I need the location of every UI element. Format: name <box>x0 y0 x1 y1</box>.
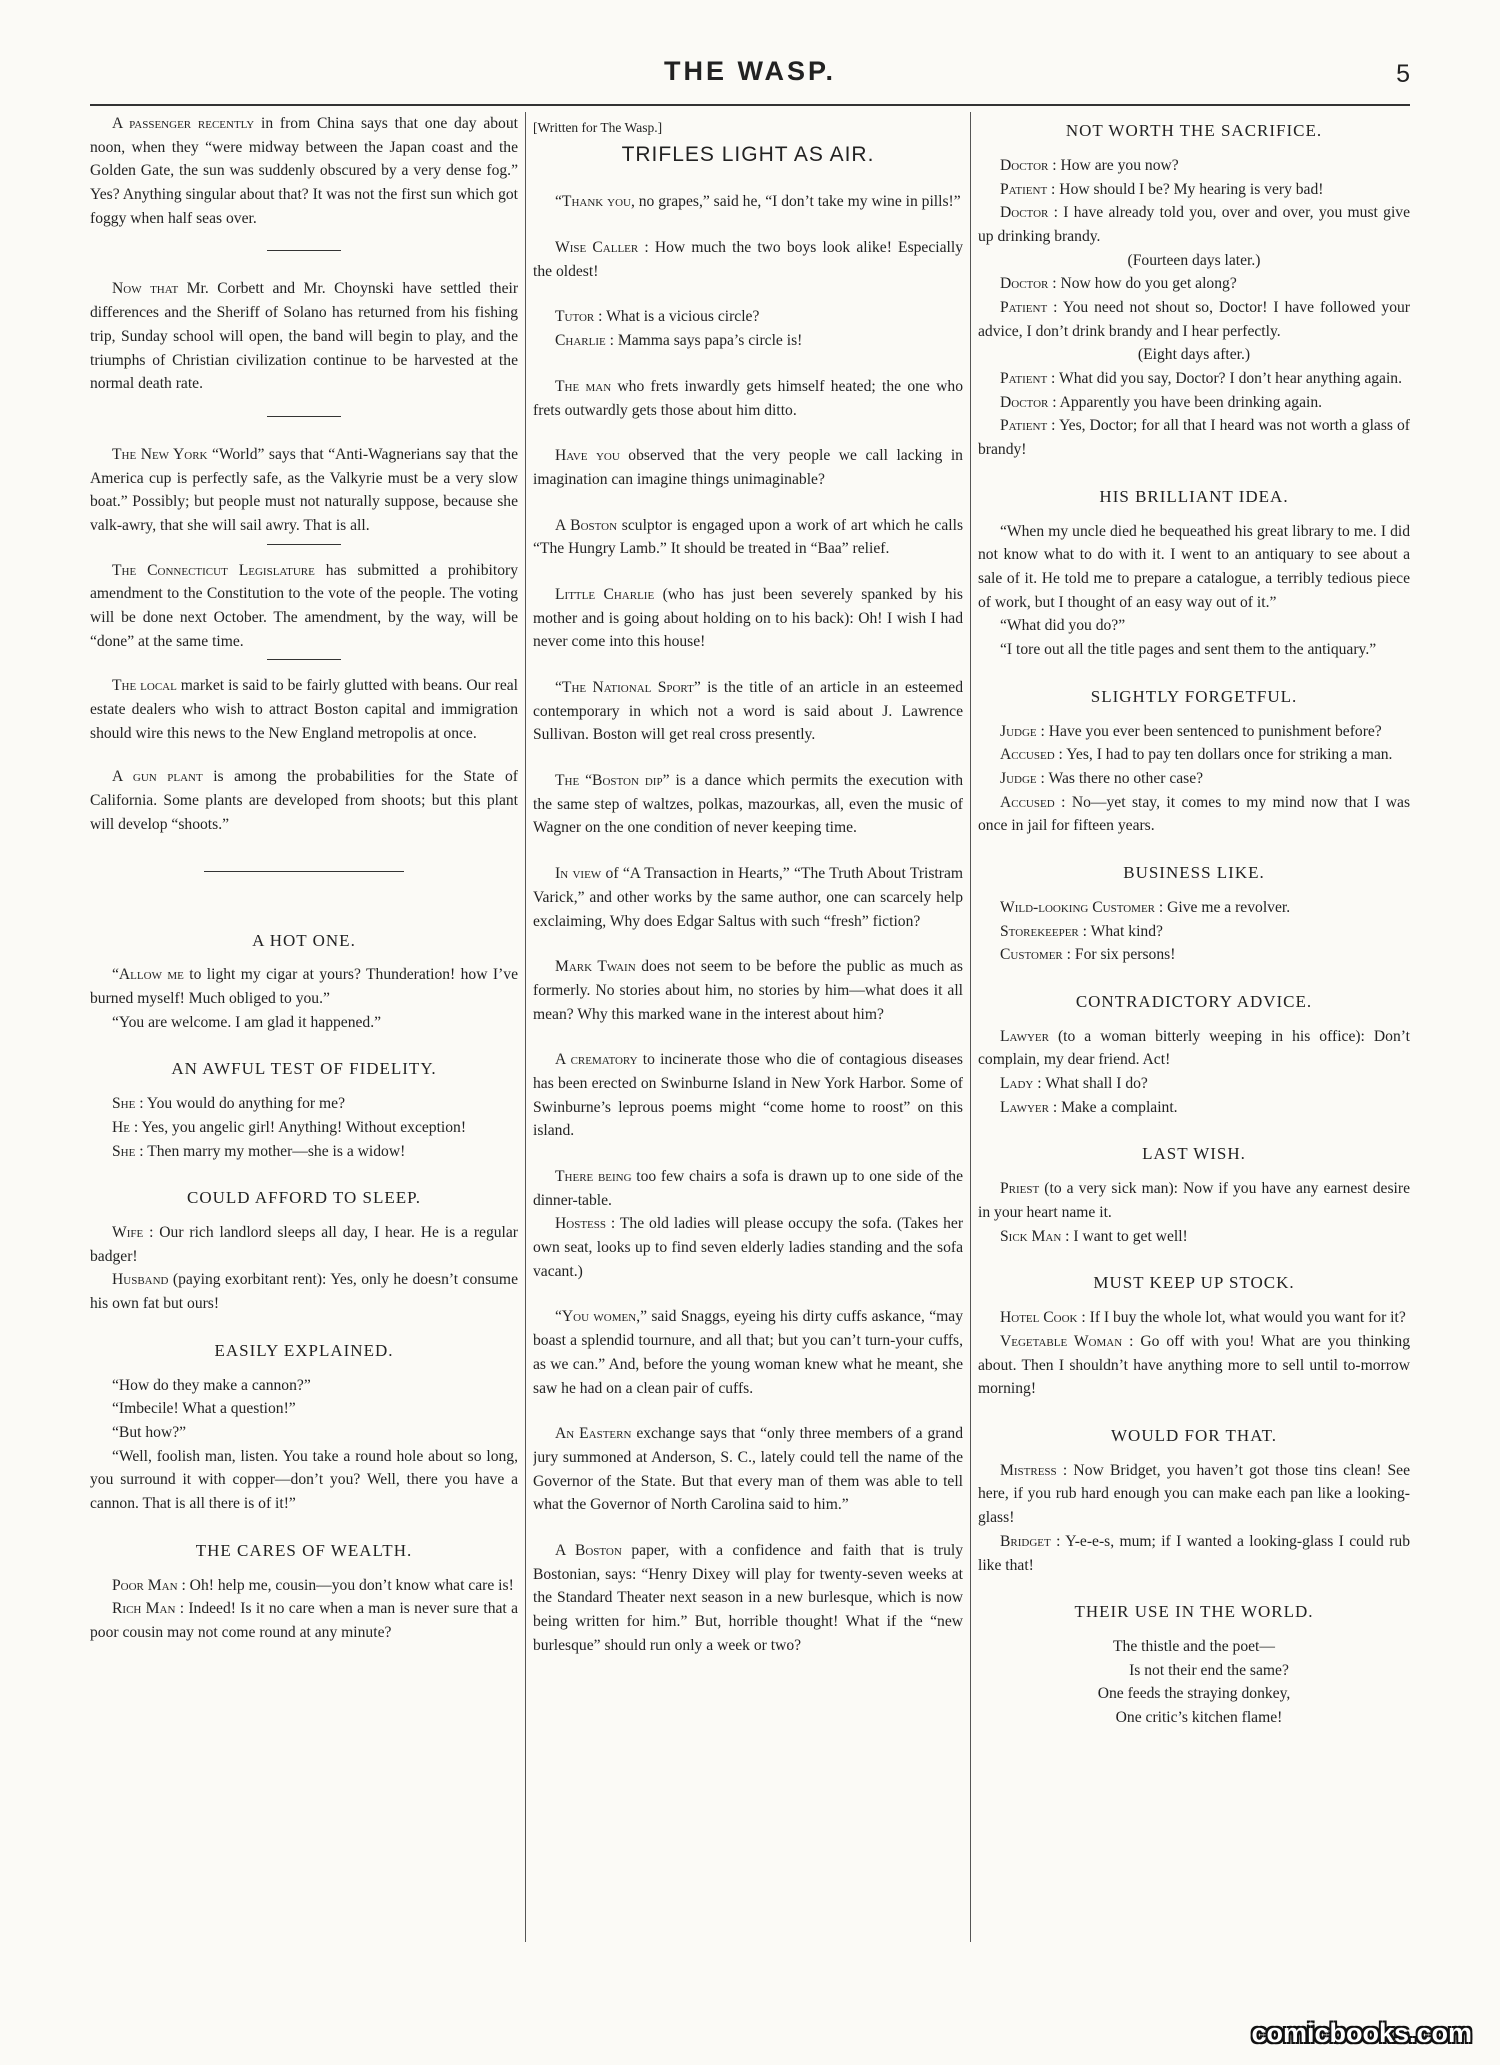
section-title: CONTRADICTORY ADVICE. <box>1075 991 1313 1011</box>
masthead <box>90 52 1410 106</box>
poem-title: THEIR USE IN THE WORLD. <box>1074 1602 1314 1622</box>
paragraph <box>533 1165 963 1283</box>
section-title: MUST KEEP UP STOCK. <box>1093 1273 1295 1293</box>
poem-line: One feeds the straying donkey, <box>1097 1685 1291 1703</box>
separator <box>267 544 341 545</box>
paragraph: A passenger recently in from China says that one day about noon, when they “were midway between the Japan coast and the Golden Gate, the sun was suddenly obscured by a very dense fog.” Yes? Anything singular about that? It was not the first sun which got foggy when half seas over. <box>90 115 518 227</box>
section-title: LAST WISH. <box>1142 1144 1246 1164</box>
section-title: COULD AFFORD TO SLEEP. <box>187 1188 421 1208</box>
stage-direction: (Fourteen days later.) <box>1127 251 1261 269</box>
paragraph: The New York “World” says that “Anti-Wagnerians say that the America cup is perfectly safe, as the Valkyrie must be a very slow boat.” Possibly; but people must not naturally suppose, because she valk-awry, that she will sail awry. That is all. <box>90 445 518 534</box>
paragraph: A gun plant is among the probabilities for the State of California. Some plants are developed from shoots; but this plant will develop “shoots.” <box>90 768 518 833</box>
anecdote-sections <box>978 118 1410 1577</box>
dialogue-line: He : Yes, you angelic girl! Anything! Without exception! <box>112 1118 467 1136</box>
paragraph: The Connecticut Legislature has submitted a prohibitory amendment to the Constitution to the vote of the people. The voting will be done next October. The amendment, by the way, will be “done” at the same time. <box>90 561 518 650</box>
dialogue-line: She : Then marry my mother—she is a widow! <box>112 1142 406 1160</box>
poem-line: One critic’s kitchen flame! <box>1115 1709 1283 1727</box>
section-title: HIS BRILLIANT IDEA. <box>1099 486 1289 506</box>
section-title: A HOT ONE. <box>252 930 356 950</box>
dialogue-line: Lady : What shall I do? <box>1000 1075 1148 1093</box>
section-separator <box>204 871 404 872</box>
dialogue-line: Customer : For six persons! <box>1000 946 1176 964</box>
column-rule <box>970 112 971 1942</box>
dialogue-line: Patient : What did you say, Doctor? I don’t hear anything again. <box>1000 370 1402 388</box>
dialogue-line: Doctor : Apparently you have been drinking again. <box>1000 393 1323 411</box>
section-title: AN AWFUL TEST OF FIDELITY. <box>171 1059 437 1079</box>
page-number: 5 <box>1396 60 1410 88</box>
paragraph-line: Mark Twain does not seem to be before the public as much as formerly. No stories about him, no stories by him—what does it all mean? Why this marked wane in the interest about him? <box>533 958 963 1023</box>
dialogue-line: Doctor : I have already told you, over and over, you must give up drinking brandy. <box>978 204 1410 245</box>
dialogue-line: “I tore out all the title pages and sent them to the antiquary.” <box>1000 641 1377 659</box>
dialogue-line: Judge : Have you ever been sentenced to punishment before? <box>1000 722 1382 740</box>
paragraph-line: The “Boston dip” is a dance which permits the execution with the same step of waltzes, polkas, mazourkas, all, even the music of Wagner on the one condition of never keeping time. <box>533 772 963 837</box>
dialogue-line: “How do they make a cannon?” <box>112 1376 311 1394</box>
dialogue-line: Doctor : Now how do you get along? <box>1000 275 1237 293</box>
column-middle <box>533 112 963 1942</box>
paragraph <box>533 769 963 840</box>
paragraph <box>533 955 963 1026</box>
dialogue-line: Judge : Was there no other case? <box>1000 769 1204 787</box>
paragraph <box>533 1048 963 1143</box>
paragraph-line: A Boston sculptor is engaged upon a work of art which he calls “The Hungry Lamb.” It should be treated in “Baa” relief. <box>533 516 963 558</box>
paragraph <box>533 1539 963 1657</box>
dialogue-line: Accused : No—yet stay, it comes to my mind now that I was once in jail for fifteen years. <box>978 793 1410 835</box>
paragraph <box>533 676 963 747</box>
dialogue-line: Sick Man : I want to get well! <box>1000 1227 1188 1245</box>
dialogue-line: Husband (paying exorbitant rent): Yes, only he doesn’t consume his own fat but ours! <box>90 1271 518 1313</box>
dialogue-line: “What did you do?” <box>1000 617 1126 635</box>
paragraph-line: An Eastern exchange says that “only three members of a grand jury summoned at Anderson, S. C., lately could tell the name of the Governor of the State. But that every man of them was able to tell what the Governor of North Carolina said to him.” <box>533 1425 963 1514</box>
paragraph-line: “You women,” said Snaggs, eyeing his dirty cuffs askance, “may boast a splendid tournure, and all that; but you can’t turn-your cuffs, as we can.” And, before the young woman knew what he meant, she saw he had on a clean pair of cuffs. <box>533 1308 963 1397</box>
dialogue-line: “But how?” <box>112 1424 187 1442</box>
paragraph-line: Wise Caller : How much the two boys look alike! Especially the oldest! <box>533 239 963 280</box>
dialogue-line: Vegetable Woman : Go off with you! What are you thinking about. Then I shouldn’t have anything more to sell until to-morrow morning! <box>978 1332 1410 1398</box>
section-title: NOT WORTH THE SACRIFICE. <box>1065 121 1323 140</box>
dialogue-line: “When my uncle died he bequeathed his great library to me. I did not know what to do with it. I went to an antiquary to see about a sale of it. He told me to prepare a catalogue, a terribly tedious piece of work, but I thought of an easy way out of it.” <box>978 522 1410 611</box>
poem-line: Is not their end the same? <box>1129 1661 1289 1679</box>
paragraph: Now that Mr. Corbett and Mr. Choynski have settled their differences and the Sheriff of Solano has returned from his fishing trip, Sunday school will open, the band will begin to play, and the triumphs of Christian civilization continue to be harvested at the normal death rate. <box>90 280 518 393</box>
column-rule <box>525 112 526 1942</box>
dialogue-line: “Allow me to light my cigar at yours? Thunderation! how I’ve burned myself! Much obliged to you.” <box>90 966 518 1008</box>
paragraph-line: Tutor : What is a vicious circle? <box>555 308 760 326</box>
paragraph <box>533 305 963 352</box>
paragraph-line: “Thank you, no grapes,” said he, “I don’t take my wine in pills!” <box>555 193 961 211</box>
section-title: WOULD FOR THAT. <box>1111 1425 1277 1445</box>
paragraph <box>533 444 963 491</box>
dialogue-line: Hotel Cook : If I buy the whole lot, what would you want for it? <box>1000 1309 1406 1327</box>
paragraph <box>533 1422 963 1517</box>
paragraph <box>533 583 963 654</box>
column-right <box>978 112 1410 1942</box>
feature-title: TRIFLES LIGHT AS AIR. <box>621 142 875 166</box>
dialogue-line: Bridget : Y-e-e-s, mum; if I wanted a looking-glass I could rub like that! <box>978 1532 1410 1574</box>
section-title: EASILY EXPLAINED. <box>214 1340 394 1360</box>
dialogue-line: Accused : Yes, I had to pay ten dollars once for striking a man. <box>1000 746 1393 764</box>
poem <box>978 1635 1410 1730</box>
paragraph <box>533 514 963 561</box>
dialogue-line: She : You would do anything for me? <box>112 1095 345 1113</box>
dialogue-line: Storekeeper : What kind? <box>1000 922 1163 940</box>
paragraph-line: A Boston paper, with a confidence and faith that is truly Bostonian, says: “Henry Dixey will play for twenty-seven weeks at the Standard Theater next season in a new burlesque, which is now being written for him.” But, horrible thought! What if the “new burlesque” should run only a week or two? <box>533 1541 963 1654</box>
dialogue-line: Patient : Yes, Doctor; for all that I heard was not worth a glass of brandy! <box>978 417 1410 459</box>
dialogue-line: Patient : How should I be? My hearing is very bad! <box>1000 180 1324 198</box>
paragraph <box>533 190 963 214</box>
separator <box>267 250 341 251</box>
paragraph-line: Hostess : The old ladies will please occupy the sofa. (Takes her own seat, looks up to find seven elderly ladies standing and the sofa vacant.) <box>533 1215 963 1280</box>
dialogue-line: Patient : You need not shout so, Doctor! I have followed your advice, I don’t drink brandy and I hear perfectly. <box>978 298 1410 340</box>
dialogue-line: Priest (to a very sick man): Now if you have any earnest desire in your heart name it. <box>978 1180 1410 1221</box>
dialogue-line: Rich Man : Indeed! Is it no care when a man is never sure that a poor cousin may not come round at any minute? <box>90 1600 518 1642</box>
section-title: THE CARES OF WEALTH. <box>195 1540 413 1560</box>
dialogue-line: Wild-looking Customer : Give me a revolver. <box>1000 898 1291 916</box>
paragraph: The local market is said to be fairly glutted with beans. Our real estate dealers who wish to attract Boston capital and immigration should wire this news to the New England metropolis at once. <box>90 677 518 742</box>
dialogue-line: Lawyer (to a woman bitterly weeping in his office): Don’t complain, my dear friend. Act! <box>978 1027 1410 1069</box>
paragraph-line: Have you observed that the very people we call lacking in imagination can imagine things unimaginable? <box>533 447 963 488</box>
paragraph-line: The man who frets inwardly gets himself heated; the one who frets outwardly gets those about him ditto. <box>533 377 963 419</box>
byline: [Written for The Wasp.] <box>533 120 663 135</box>
dialogue-line: “Imbecile! What a question!” <box>112 1400 296 1418</box>
paragraph <box>533 1305 963 1400</box>
paragraph-line: In view of “A Transaction in Hearts,” “The Truth About Tristram Varick,” and other works by the same author, one can scarcely help exclaiming, Why does Edgar Saltus with such “fresh” fiction? <box>533 865 963 930</box>
separator <box>267 659 341 660</box>
watermark-logo: comicbooks.com <box>1251 2018 1472 2048</box>
dialogue-line: Lawyer : Make a complaint. <box>1000 1098 1178 1116</box>
paragraph-line: There being too few chairs a sofa is drawn up to one side of the dinner-table. <box>533 1168 963 1209</box>
dialogue-line: Doctor : How are you now? <box>1000 156 1179 174</box>
paragraph <box>533 236 963 283</box>
paragraph-line: Charlie : Mamma says papa’s circle is! <box>555 332 803 350</box>
paragraph <box>533 862 963 933</box>
newspaper-title: THE WASP. <box>663 56 837 86</box>
paragraph-line: A crematory to incinerate those who die of contagious diseases has been erected on Swinburne Island in New York Harbor. Some of Swinburne’s leprous poems might “come home to roost” on this island. <box>533 1051 963 1140</box>
separator <box>267 416 341 417</box>
dialogue-line: Wife : Our rich landlord sleeps all day, I hear. He is a regular badger! <box>90 1224 518 1265</box>
section-title: SLIGHTLY FORGETFUL. <box>1090 686 1298 706</box>
paragraph <box>533 375 963 422</box>
section-title: BUSINESS LIKE. <box>1123 862 1265 882</box>
column-left <box>90 112 518 1942</box>
columns <box>90 112 1410 1942</box>
paragraph-line: “The National Sport” is the title of an article in an esteemed contemporary in which not a word is said about J. Lawrence Sullivan. Boston will get real cross presently. <box>533 679 963 744</box>
dialogue-line: “Well, foolish man, listen. You take a round hole about so long, you surround it with copper—don’t you? Well, there you have a cannon. That is all there is of it!” <box>90 1447 518 1513</box>
dialogue-line: Mistress : Now Bridget, you haven’t got those tins clean! See here, if you rub hard enough you can make each pan like a looking-glass! <box>978 1461 1410 1527</box>
dialogue-line: “You are welcome. I am glad it happened.” <box>112 1013 382 1031</box>
paragraph-line: Little Charlie (who has just been severely spanked by his mother and is going about holding on to his back): Oh! I wish I had never come into this house! <box>533 585 963 651</box>
stage-direction: (Eight days after.) <box>1137 346 1251 364</box>
dialogue-line: Poor Man : Oh! help me, cousin—you don’t know what care is! <box>112 1576 514 1594</box>
poem-line: The thistle and the poet— <box>1113 1638 1275 1656</box>
feature-items <box>533 190 963 1657</box>
